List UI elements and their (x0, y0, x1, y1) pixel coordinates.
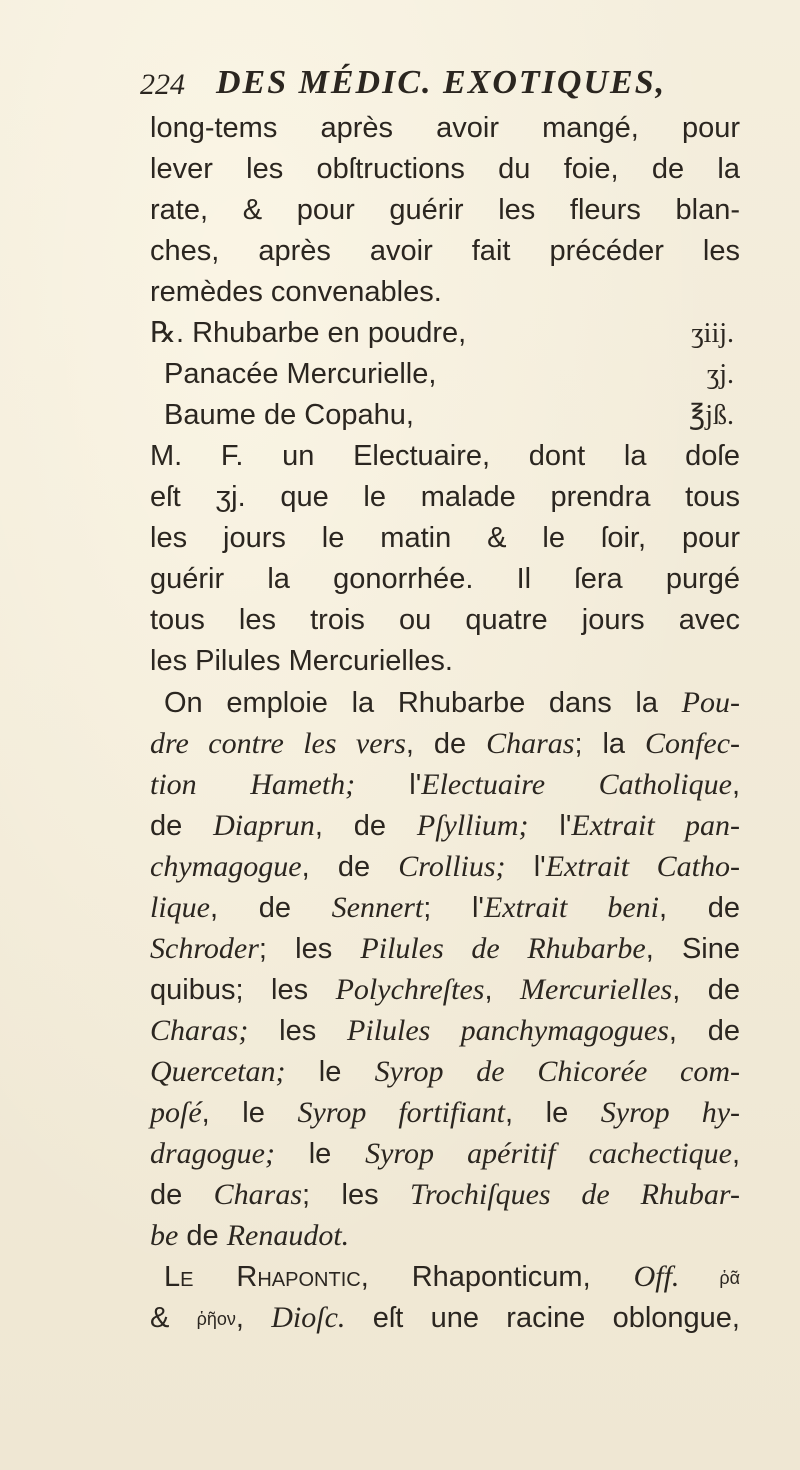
text-run: Off. (633, 1260, 680, 1293)
text-run: Charas (213, 1178, 303, 1211)
text-run: l' (528, 810, 572, 842)
text-run: lique (150, 891, 210, 924)
text-run: de (178, 1220, 227, 1252)
text-run: Syrop fortifiant (297, 1096, 506, 1129)
text-line: eſt ʒj. que le malade prendra tous (150, 481, 740, 513)
text-run: l' (505, 851, 546, 883)
paragraph-2 (150, 682, 740, 1256)
text-run: , de (659, 892, 740, 924)
paragraph-3 (150, 1256, 740, 1338)
text-run: Pſyllium; (416, 809, 529, 842)
text-line: rate, & pour guérir les fleurs blan- (150, 194, 740, 226)
recipe-row (150, 354, 740, 395)
recipe-row (150, 313, 740, 354)
text-run: Confec- (645, 727, 740, 760)
running-head: DES MÉDIC. EXOTIQUES, (216, 64, 667, 101)
text-run: dre contre les vers (150, 727, 406, 760)
text-run: Extrait Catho- (545, 850, 740, 883)
text-run: Syrop de Chicorée com- (374, 1055, 740, 1088)
text-run: ; l' (423, 892, 484, 924)
recipe-row (150, 395, 740, 436)
text-line (150, 1215, 740, 1256)
text-run: le (274, 1138, 366, 1170)
text-line: long-tems après avoir mangé, pour (150, 112, 740, 144)
recipe-dose: ʒiij. (691, 318, 734, 349)
text-run: Schroder (150, 932, 259, 965)
text-run: & (150, 1302, 197, 1334)
page-header (140, 62, 730, 106)
text-run: Trochiſques de Rhubar- (410, 1178, 740, 1211)
text-run: Mercurielles (520, 973, 673, 1006)
text-run: Syrop hy- (600, 1096, 740, 1129)
text-run: poſé (150, 1096, 202, 1129)
text-line (150, 764, 740, 805)
text-line: lever les obſtructions du foie, de la (150, 153, 740, 185)
text-run: les (243, 974, 336, 1006)
text-run: chymagogue (150, 850, 302, 883)
text-run: les (248, 1015, 348, 1047)
text-line: guérir la gonorrhée. Il ſera purgé (150, 563, 740, 595)
text-run: l' (355, 769, 422, 801)
text-run: Le Rhapontic (164, 1261, 361, 1293)
text-run: Syrop apéritif cachectique (365, 1137, 732, 1170)
text-line (150, 1297, 740, 1338)
text-run: Charas (486, 727, 575, 760)
paragraph-1 (150, 108, 740, 313)
recipe-dose: ℥jß. (689, 400, 734, 431)
text-run: Extrait beni (483, 891, 660, 924)
text-line: ches, après avoir fait précéder les (150, 235, 740, 267)
text-run: , le (201, 1097, 298, 1129)
text-line: les jours le matin & le ſoir, pour (150, 522, 740, 554)
text-run: quibus; (150, 974, 244, 1006)
text-run: de (150, 1179, 214, 1211)
text-run: Crollius; (398, 850, 506, 883)
text-line (150, 1092, 740, 1133)
text-run: ; les (258, 933, 361, 965)
text-line: les Pilules Mercurielles. (150, 645, 453, 677)
text-run: dragogue; (150, 1137, 275, 1170)
text-run: Pou- (681, 686, 740, 719)
text-line: tous les trois ou quatre jours avec (150, 604, 740, 636)
text-line (150, 1133, 740, 1174)
text-run: eſt une racine oblongue, (345, 1302, 740, 1334)
text-line: M. F. un Electuaire, dont la doſe (150, 440, 740, 472)
recipe-ingredient: ℞. Rhubarbe en poudre, (150, 317, 467, 349)
text-run: be (150, 1219, 179, 1252)
text-run: , de (405, 728, 487, 760)
text-run: ῥῆον (196, 1309, 236, 1329)
text-run: Dioſc. (271, 1301, 346, 1334)
text-line (150, 805, 740, 846)
text-run: Pilules panchymagogues (347, 1014, 669, 1047)
text-run: de (150, 810, 214, 842)
text-line: remèdes convenables. (150, 276, 442, 308)
recipe-ingredient: Baume de Copahu, (164, 399, 414, 431)
text-run: Pilules de Rhubarbe (360, 932, 646, 965)
text-run: On emploie la Rhubarbe dans la (164, 687, 682, 719)
text-run: Polychreſtes (335, 973, 485, 1006)
text-run: , de (301, 851, 399, 883)
text-run: ; la (574, 728, 646, 760)
text-run: Diaprun (213, 809, 315, 842)
text-run: , Sine (645, 933, 740, 965)
text-run: , (484, 974, 521, 1006)
text-line (150, 1051, 740, 1092)
text-run: ῥᾶ (679, 1268, 740, 1288)
text-run: , Rhaponticum, (360, 1261, 634, 1293)
text-line (150, 928, 740, 969)
text-run: ; les (302, 1179, 410, 1211)
text-line (150, 1256, 740, 1297)
text-run: Electuaire Catholique (421, 768, 732, 801)
text-line (150, 887, 740, 928)
text-run: , (731, 1138, 740, 1170)
text-run: Quercetan; (150, 1055, 286, 1088)
text-run: Renaudot. (226, 1219, 350, 1252)
recipe (150, 313, 740, 682)
text-run: le (285, 1056, 375, 1088)
text-run: , le (505, 1097, 601, 1129)
text-line (150, 723, 740, 764)
text-line (150, 846, 740, 887)
text-run: Sennert (331, 891, 424, 924)
recipe-dose: ʒj. (706, 359, 734, 390)
text-run: Charas; (150, 1014, 249, 1047)
text-run: tion Hameth; (150, 768, 356, 801)
text-run: , de (314, 810, 417, 842)
text-line (150, 1174, 740, 1215)
text-run: Extrait pan- (571, 809, 740, 842)
page-number: 224 (140, 68, 185, 101)
body-text (150, 108, 740, 1338)
text-run: , de (668, 1015, 741, 1047)
text-line (150, 682, 740, 723)
recipe-ingredient: Panacée Mercurielle, (164, 358, 437, 390)
text-run: , de (672, 974, 741, 1006)
text-run: , (235, 1302, 272, 1334)
text-run: , de (210, 892, 332, 924)
text-run: , (731, 769, 741, 801)
text-line (150, 969, 740, 1010)
text-line (150, 1010, 740, 1051)
